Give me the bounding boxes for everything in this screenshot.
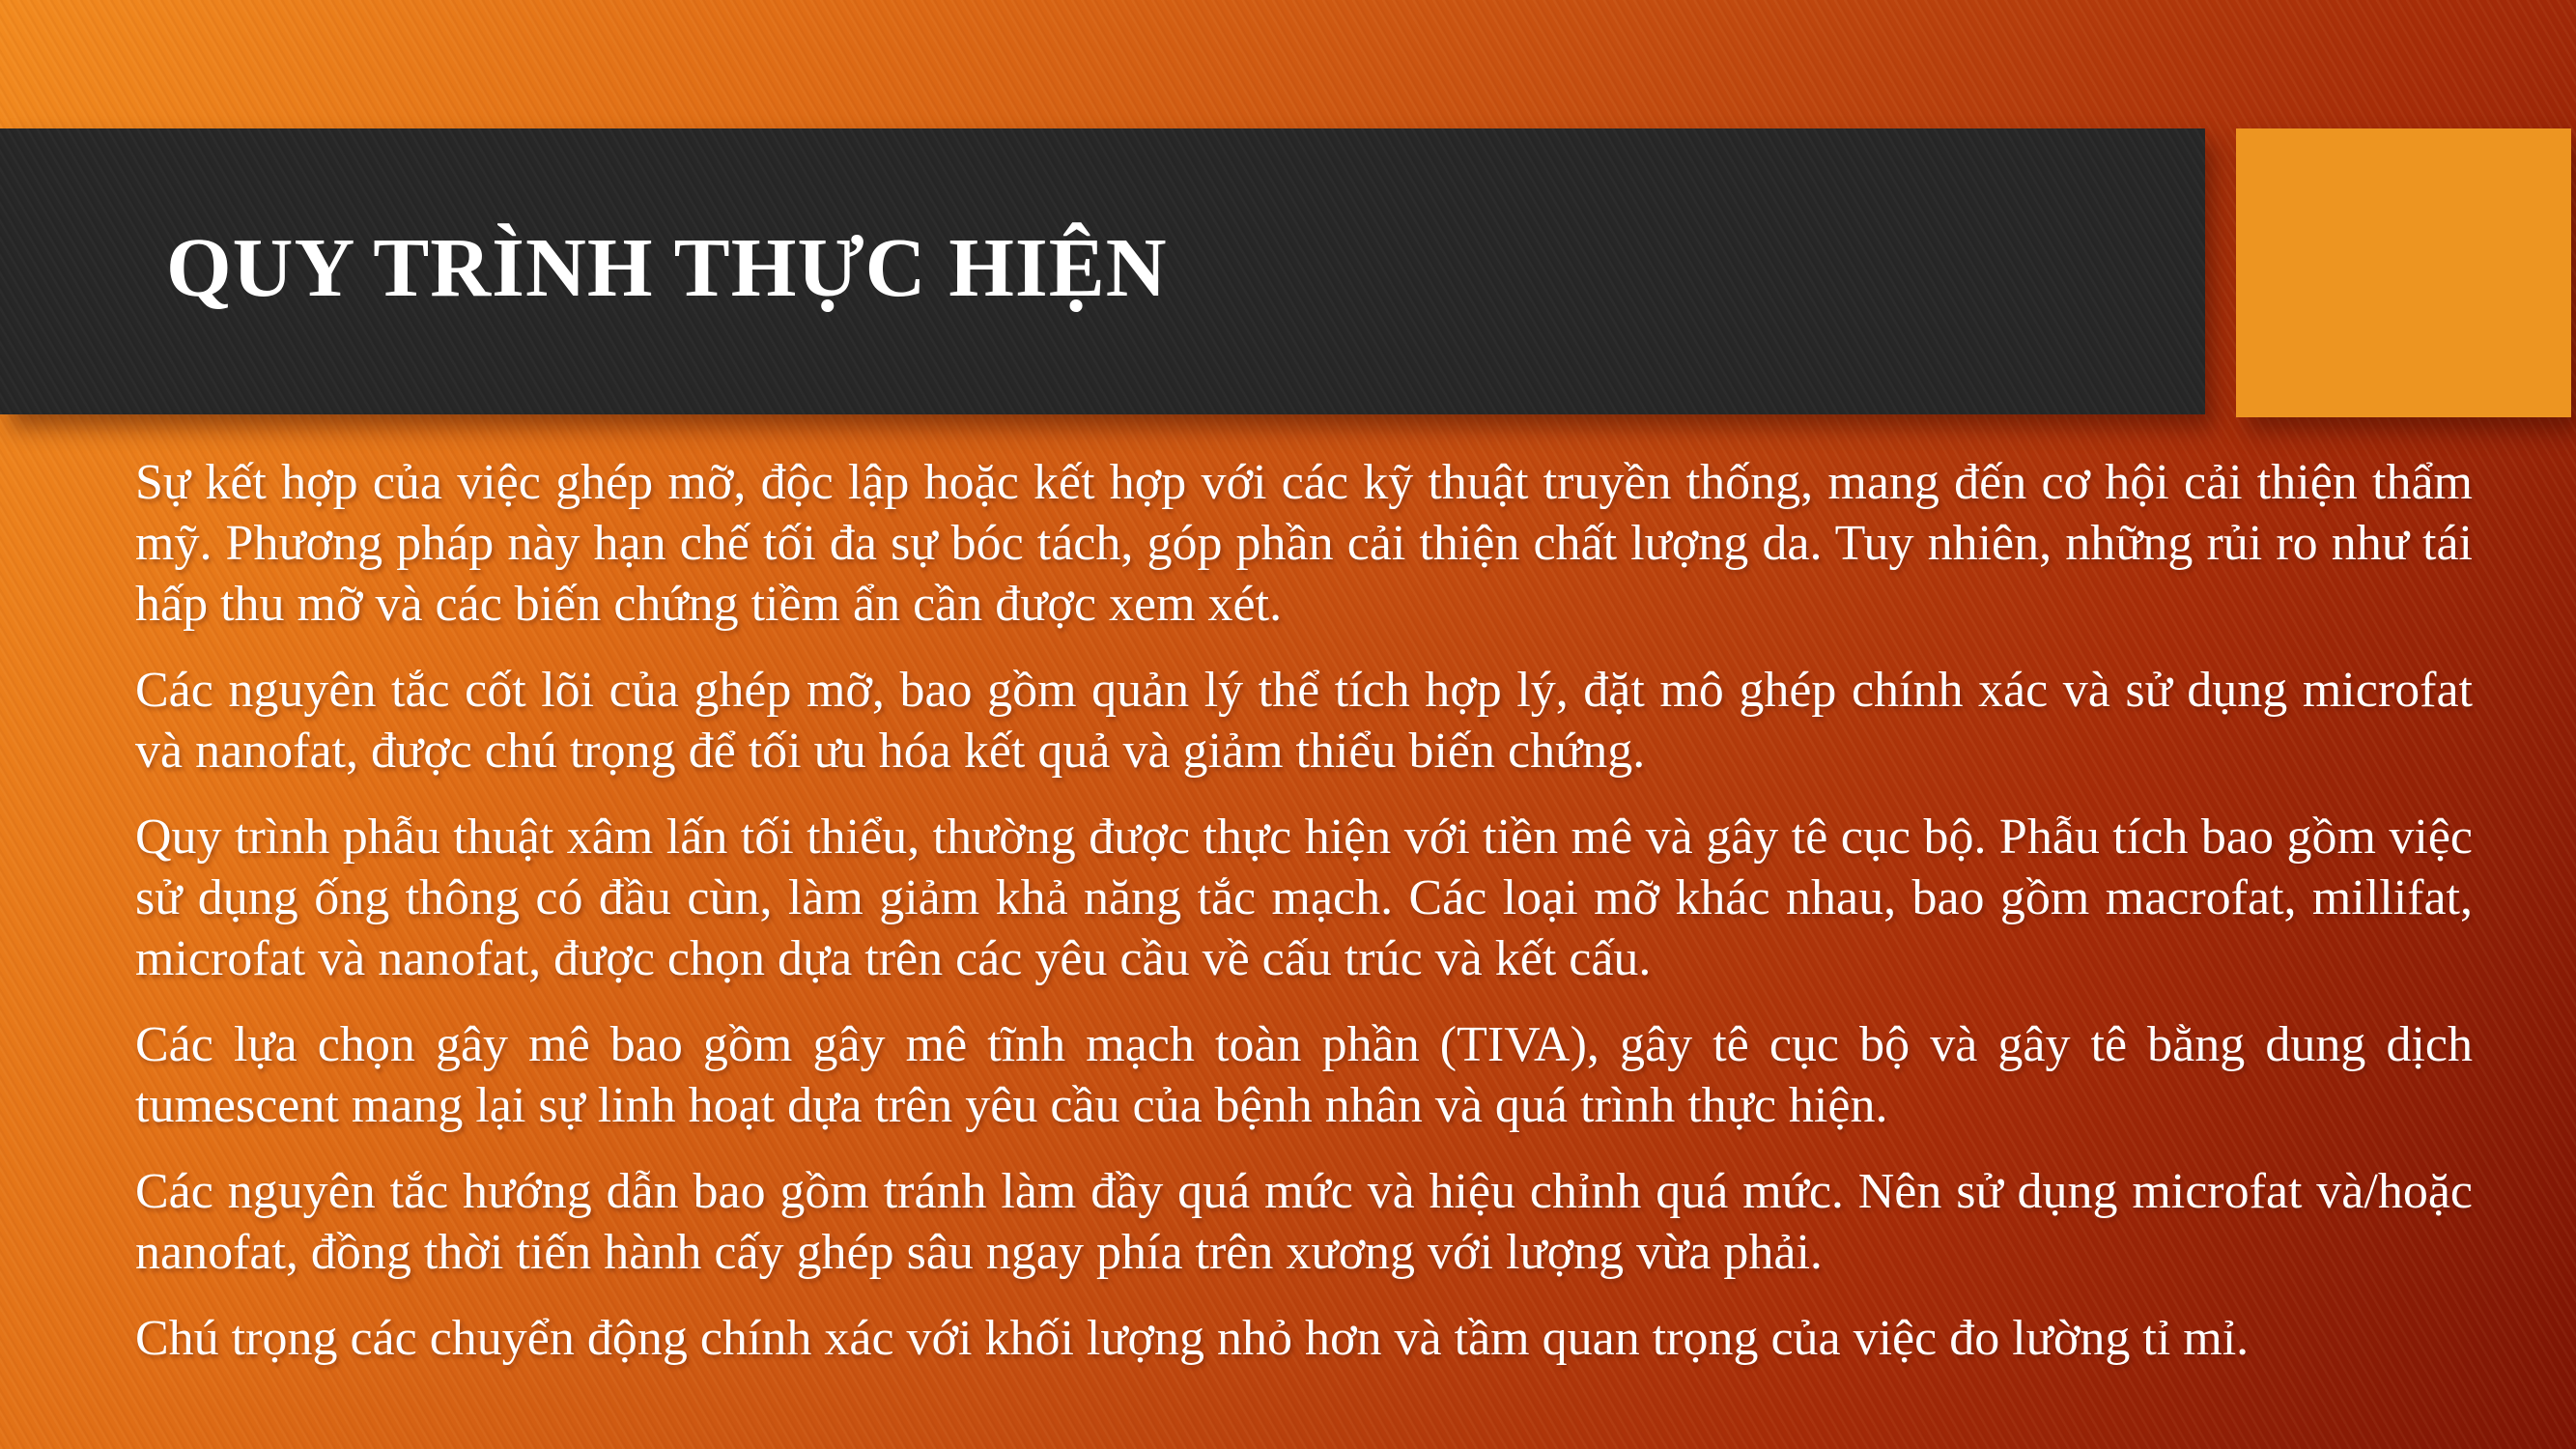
title-bar	[0, 128, 2205, 414]
body-paragraph: Các nguyên tắc cốt lõi của ghép mỡ, bao gồm quản lý thể tích hợp lý, đặt mô ghép chính xác và sử dụng microfat và nanofat, được chú trọng để tối ưu hóa kết quả và giảm thiểu biến chứng.	[135, 663, 2473, 779]
body-paragraph: Chú trọng các chuyển động chính xác với khối lượng nhỏ hơn và tầm quan trọng của việc đo lường tỉ mỉ.	[135, 1311, 2250, 1366]
body-paragraph: Quy trình phẫu thuật xâm lấn tối thiểu, thường được thực hiện với tiền mê và gây tê cục bộ. Phẫu tích bao gồm việc sử dụng ống thông có đầu cùn, làm giảm khả năng tắc mạch. Các loại mỡ khác nhau, bao gồm macrofat, millifat, microfat và nanofat, được chọn dựa trên các yêu cầu về cấu trúc và kết cấu.	[135, 810, 2473, 986]
body-paragraph: Các lựa chọn gây mê bao gồm gây mê tĩnh mạch toàn phần (TIVA), gây tê cục bộ và gây tê bằng dung dịch tumescent mang lại sự linh hoạt dựa trên yêu cầu của bệnh nhân và quá trình thực hiện.	[135, 1017, 2473, 1133]
accent-square	[2236, 128, 2571, 417]
body-paragraph: Các nguyên tắc hướng dẫn bao gồm tránh làm đầy quá mức và hiệu chỉnh quá mức. Nên sử dụng microfat và/hoặc nanofat, đồng thời tiến hành cấy ghép sâu ngay phía trên xương với lượng vừa phải.	[135, 1164, 2473, 1280]
body-text-block	[135, 452, 2473, 1369]
slide-title: QUY TRÌNH THỰC HIỆN	[166, 219, 1168, 314]
body-paragraph: Sự kết hợp của việc ghép mỡ, độc lập hoặc kết hợp với các kỹ thuật truyền thống, mang đến cơ hội cải thiện thẩm mỹ. Phương pháp này hạn chế tối đa sự bóc tách, góp phần cải thiện chất lượng da. Tuy nhiên, những rủi ro như tái hấp thu mỡ và các biến chứng tiềm ẩn cần được xem xét.	[135, 455, 2473, 632]
